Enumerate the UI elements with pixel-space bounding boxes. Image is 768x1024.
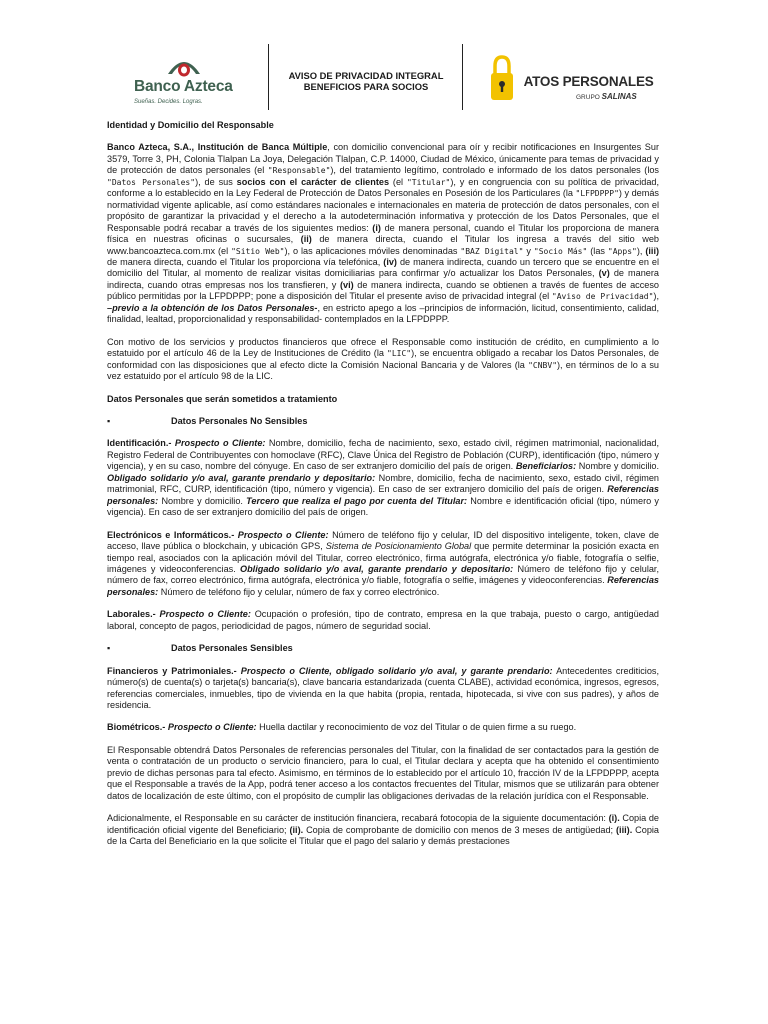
notice-title-line2: BENEFICIOS PARA SOCIOS	[303, 81, 429, 92]
paragraph-identidad: Banco Azteca, S.A., Institución de Banca Múltiple, con domicilio convencional para oír y recibir notificaciones en Insurgentes Sur 3579, Torre 3, PH, Colonia Tlalpan La Joya, Delegación Tlalpan, C.P. 14000, Ciudad de México, únicamente para temas de privacidad y de protección de datos personales (el "Responsable"), del tratamiento legítimo, controlado e informado de los datos personales (los "Datos Personales"), de sus socios con el carácter de clientes (el "Titular"), y en congruencia con su política de privacidad, conforme a lo establecido en la Ley Federal de Protección de Datos Personales en Posesión de los Particulares (la "LFPDPPP") y demás normatividad vigente aplicable, así como estándares nacionales e internacionales en materia de protección de datos personales, con el propósito de garantizar la privacidad y el derecho a la autodeterminación informativa y protección de los Datos Personales, que el Responsable podrá recabar a través de los siguientes medios: (i) de manera personal, cuando el Titular los proporciona de manera física en nuestras oficinas o sucursales, (ii) de manera directa, cuando el Titular los ingresa a través del sitio web www.bancoazteca.com.mx (el "Sitio Web"), o las aplicaciones móviles denominadas "BAZ Digital" y "Socio Más" (las "Apps"), (iii) de manera directa, cuando el Titular los proporciona vía telefónica, (iv) de manera indirecta, cuando un tercero que se encuentre en el domicilio del Titular, al momento de realizar visitas domiciliarias para confirmar y/o actualizar los Datos Personales, (v) de manera indirecta, cuando otras empresas nos los transfieren, y (vi) de manera indirecta, cuando se obtienen a través de fuentes de acceso público permitidas por la LFPDPPP; pone a disposición del Titular el presente aviso de privacidad integral (el "Aviso de Privacidad"), –previo a la obtención de los Datos Personales-, en estricto apego a los –principios de información, licitud, consentimiento, calidad, finalidad, lealtad, proporcionalidad y responsabilidad- contemplados en la LFPDPPP.	[107, 142, 659, 325]
bullet-heading-sensibles: ▪ Datos Personales Sensibles	[107, 643, 293, 654]
padlock-icon	[490, 54, 514, 102]
header-divider	[268, 44, 269, 110]
paragraph-electronicos: Electrónicos e Informáticos.- Prospecto o Cliente: Número de teléfono fijo y celular, ID del dispositivo inteligente, token, clave de acceso, llave pública o blockchain, y ubicación GPS, Sistema de Posicionamiento Global que permite determinar la posición exacta en tiempo real, asociados con la aplicación móvil del Titular, correo electrónico, firma autógrafa, electrónica y/o fiable, fotografía o selfie, imágenes y videoconferencias. Obligado solidario y/o aval, garante prendario y depositario: Número de teléfono fijo y celular, número de fax, correo electrónico, firma autógrafa, electrónica y/o fiable, fotografía o selfie, imágenes y videoconferencias. Referencias personales: Número de teléfono fijo y celular, número de fax y correo electrónico.	[107, 529, 659, 597]
company-name: Banco Azteca, S.A., Institución de Banca Múltiple	[107, 142, 328, 153]
header-divider	[462, 44, 463, 110]
section-heading-identidad: Identidad y Domicilio del Responsable	[107, 120, 274, 130]
datos-personales-logo	[490, 54, 654, 104]
datos-logo-rest: ATOS PERSONALES	[523, 74, 654, 89]
grupo-salinas-mark	[576, 92, 637, 101]
paragraph-biometricos: Biométricos.- Prospecto o Cliente: Huella dactilar y reconocimiento de voz del Titular o de quien firme a su ruego.	[107, 722, 577, 733]
notice-title-line1: AVISO DE PRIVACIDAD INTEGRAL	[288, 70, 444, 81]
paragraph-identificacion: Identificación.- Prospecto o Cliente: Nombre, domicilio, fecha de nacimiento, sexo, estado civil, régimen matrimonial, nacionalidad, Registro Federal de Contribuyentes con homoclave (RFC), Clave Única del Registro de Población (CURP), identificación (tipo, número y vigencia), y en su caso, nombre del cónyuge. En caso de ser extranjero domicilio del país de origen. Beneficiarios: Nombre y domicilio. Obligado solidario y/o aval, garante prendario y depositario: Nombre, domicilio, fecha de nacimiento, sexo, estado civil, régimen matrimonial, RFC, CURP, identificación (tipo, número y vigencia). En caso de ser extranjero domicilio del país de origen. Referencias personales: Nombre y domicilio. Tercero que realiza el pago por cuenta del Titular: Nombre e identificación oficial (tipo, número y vigencia). En caso de ser extranjero domicilio del país de origen.	[107, 438, 659, 518]
datos-logo-text	[514, 74, 654, 89]
notice-title	[272, 70, 460, 92]
document-header	[0, 0, 768, 112]
paragraph-lic: Con motivo de los servicios y productos financieros que ofrece el Responsable como institución de crédito, en cumplimiento a lo estatuido por el artículo 46 de la Ley de Instituciones de Crédito (la "LIC"), se encuentra obligado a recabar los Datos Personales, de conformidad con las disposiciones que al efecto dicte la Comisión Nacional Bancaria y de Valores (la "CNBV"), en términos de lo a su vez estatuido por el artículo 98 de la LIC.	[107, 336, 659, 382]
paragraph-laborales: Laborales.- Prospecto o Cliente: Ocupación o profesión, tipo de contrato, empresa en la que trabaja, puesto o cargo, antigüedad laboral, concepto de pagos, periodicidad de pagos, número de seguridad social.	[107, 609, 659, 631]
grupo-prefix: GRUPO	[576, 94, 600, 101]
bank-name: Banco Azteca	[134, 78, 233, 95]
paragraph-referencias: El Responsable obtendrá Datos Personales de referencias personales del Titular, con la finalidad de ser contactados para la gestión de venta o contratación de un producto o servicio financiero, para lo cual, el Titular declara y acepta que ha obtenido el consentimiento previo de dichas personas para tal efecto. Asimismo, en términos de lo establecido por el artículo 10, fracción IV de la LFPDPPP, acepta que el Responsable a través de la App, podrá tener acceso a los contactos frecuentes del Titular, mismos que se utilizarán para obtener datos de localización de este último, con el propósito de cumplir las obligaciones derivadas de la relación jurídica con el Responsable.	[107, 744, 659, 801]
banco-azteca-logo	[120, 48, 240, 108]
document-body	[107, 120, 659, 1024]
bullet-square-icon: ▪	[107, 643, 111, 654]
paragraph-adicional: Adicionalmente, el Responsable en su carácter de institución financiera, recabará fotocopia de la siguiente documentación: (i). Copia de identificación oficial vigente del Beneficiario; (ii). Copia de comprobante de domicilio con menos de 3 meses de antigüedad; (iii). Copia de la Carta del Beneficiario en la que solicite el Titular que el pago del salario y demás prestaciones	[107, 813, 659, 847]
azteca-emblem-icon	[164, 52, 204, 80]
section-heading-tratamiento: Datos Personales que serán sometidos a tratamiento	[107, 393, 338, 404]
bullet-heading-no-sensibles: ▪ Datos Personales No Sensibles	[107, 415, 308, 426]
paragraph-financieros: Financieros y Patrimoniales.- Prospecto o Cliente, obligado solidario y/o aval, y garante prendario: Antecedentes crediticios, número(s) de cuenta(s) o tarjeta(s) bancaria(s), clave bancaria estandarizada (cuenta CLABE), actividad económica, ingresos, egresos, referencias comerciales, inmuebles, tipo de vivienda en la que habita (propia, rentada, hipotecada, si vive con sus padres), y años de residencia.	[107, 665, 659, 711]
bank-tagline: Sueñas. Decides. Logras.	[134, 99, 203, 105]
grupo-name: SALINAS	[601, 92, 637, 101]
bullet-square-icon: ▪	[107, 415, 111, 426]
